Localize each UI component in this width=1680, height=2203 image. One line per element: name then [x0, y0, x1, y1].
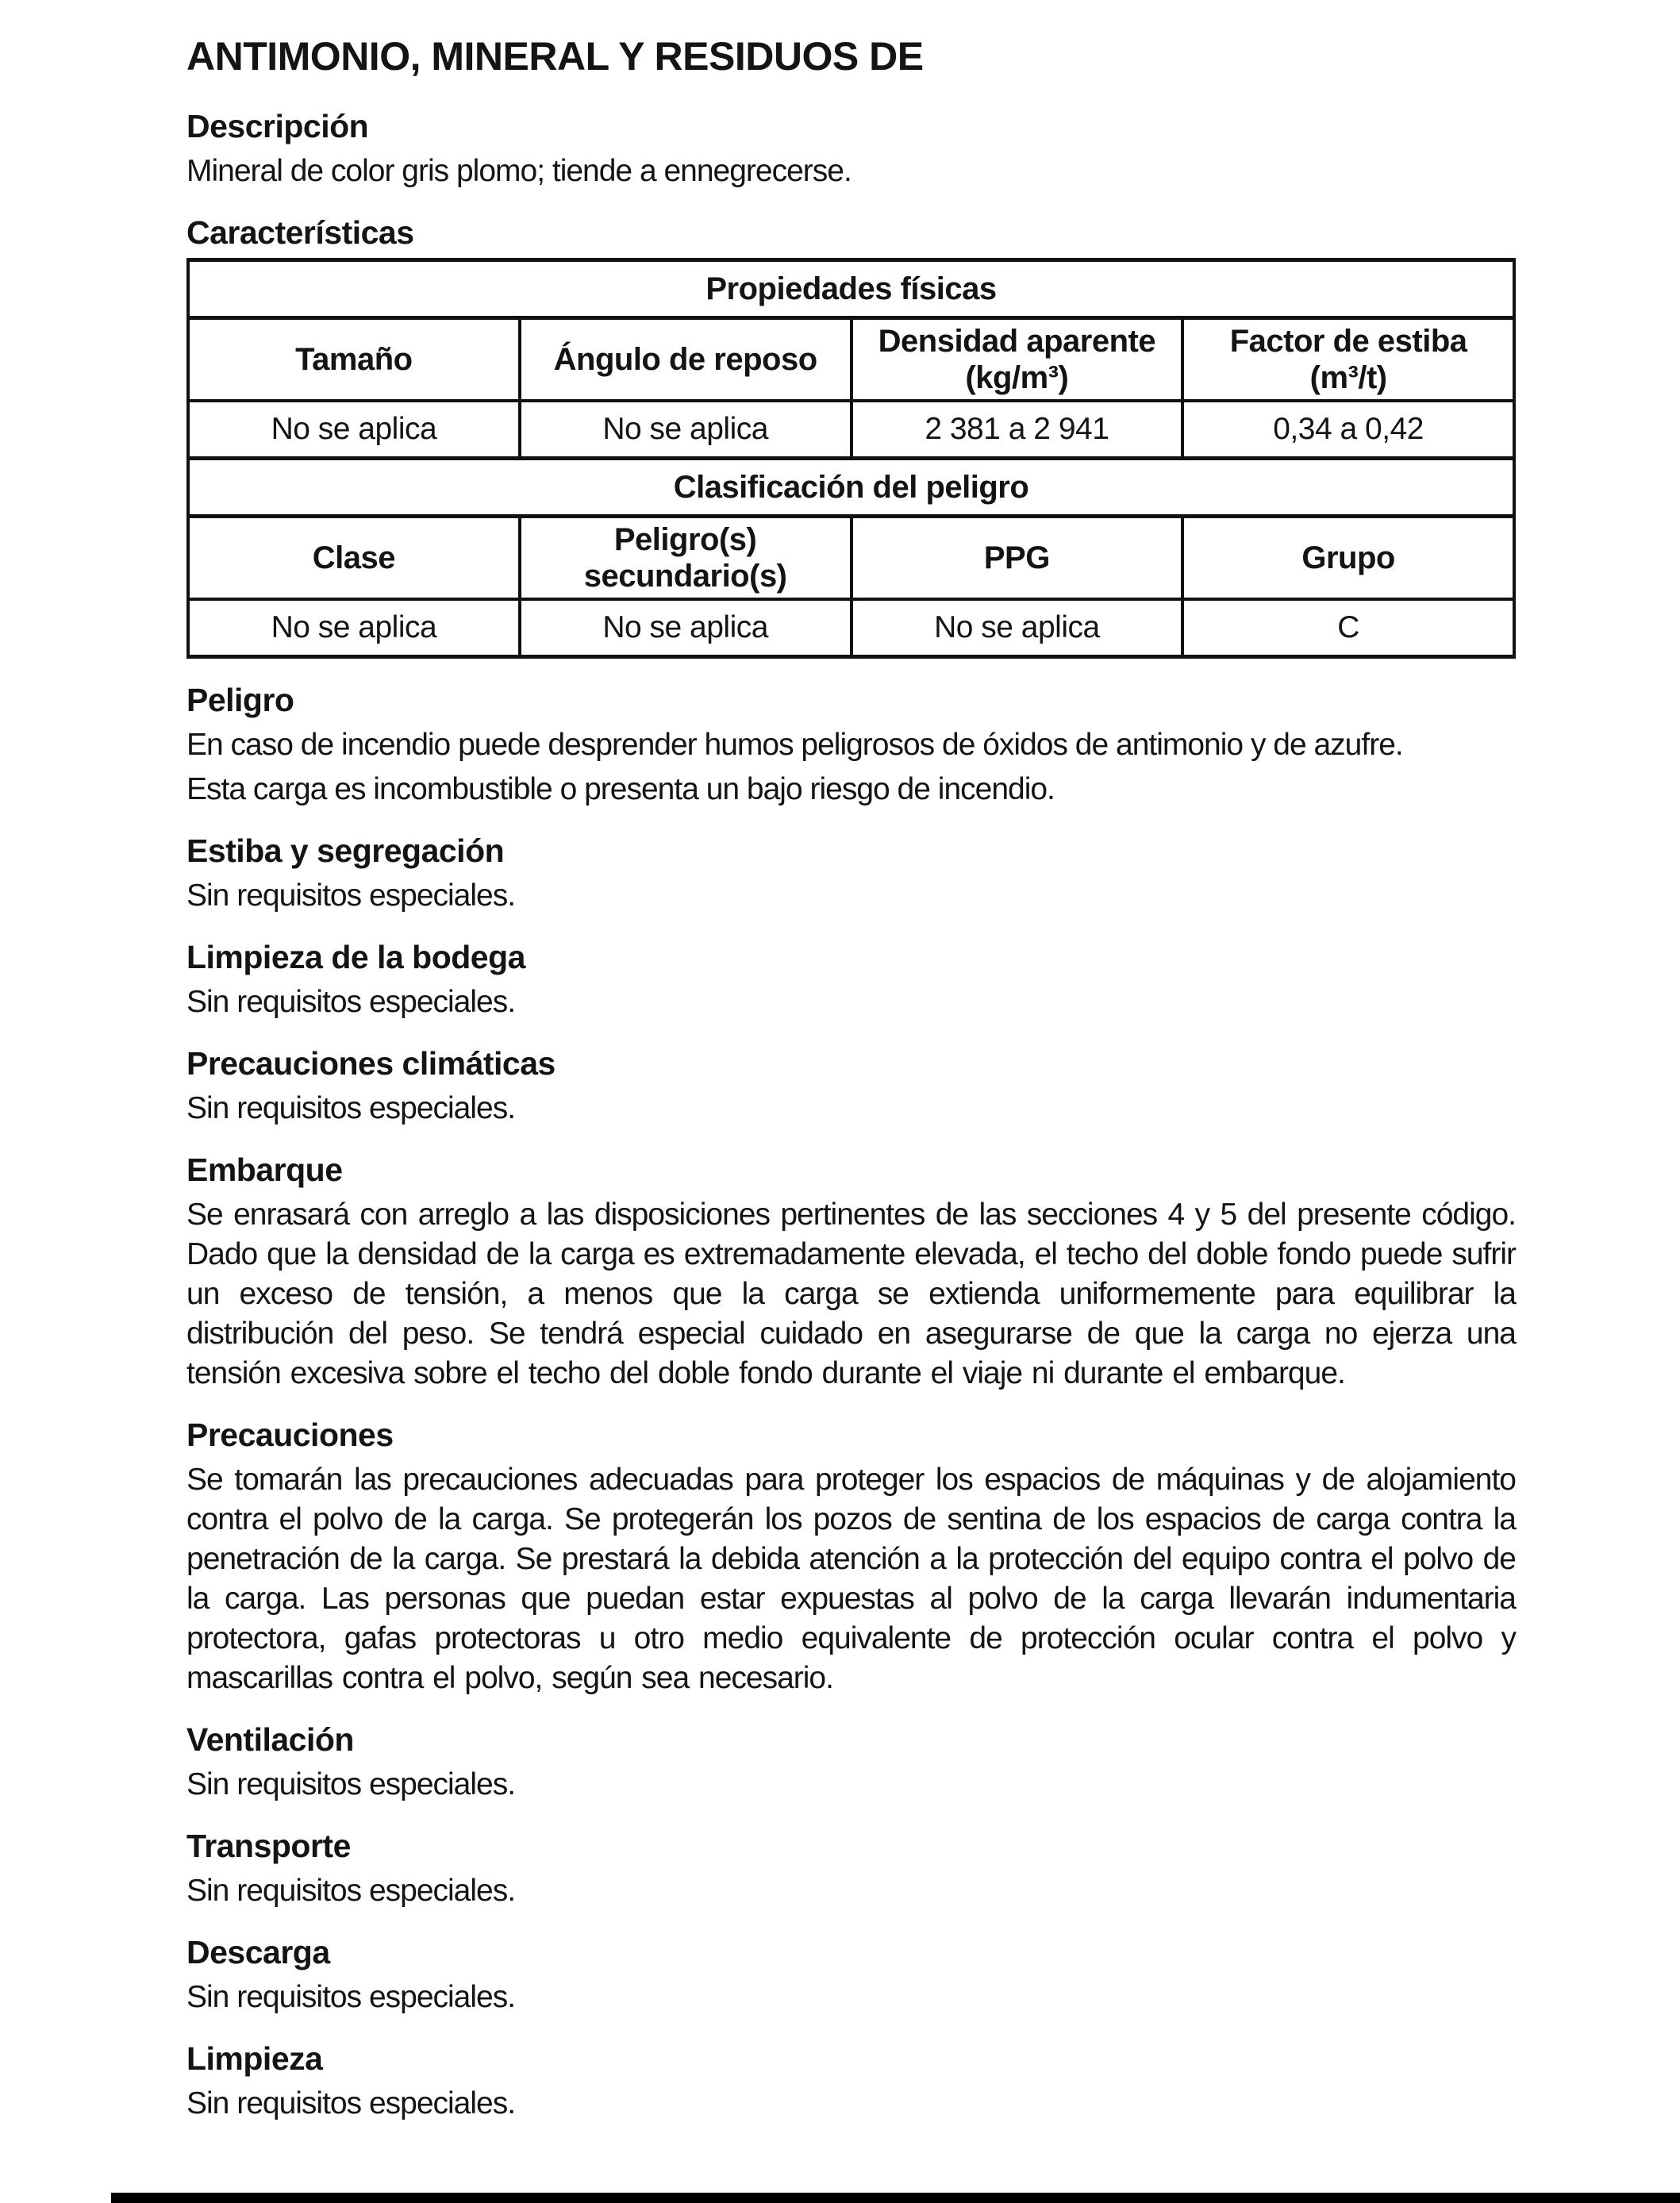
table-row: [188, 517, 1514, 600]
col-header-densidad-line2: (kg/m³): [965, 360, 1069, 395]
table-row: [188, 318, 1514, 402]
value-clase: No se aplica: [188, 599, 520, 657]
table-row: [188, 260, 1514, 318]
col-header-densidad-line1: Densidad aparente: [878, 324, 1156, 359]
text-descarga: Sin requisitos especiales.: [186, 1980, 516, 2014]
text-descripcion: Mineral de color gris plomo; tiende a ennegrecerse.: [186, 154, 852, 188]
text-peligro-line1: En caso de incendio puede desprender humos peligrosos de óxidos de antimonio y de azufre.: [186, 728, 1403, 762]
text-peligro-line2: Esta carga es incombustible o presenta un bajo riesgo de incendio.: [186, 772, 1055, 806]
value-densidad: 2 381 a 2 941: [852, 401, 1183, 459]
heading-descripcion: Descripción: [186, 108, 369, 144]
heading-caracteristicas: Características: [186, 214, 414, 251]
col-header-peligro-line1: Peligro(s): [613, 522, 757, 557]
table-row: [188, 599, 1514, 657]
heading-peligro: Peligro: [186, 682, 294, 718]
col-header-factor-line1: Factor de estiba: [1229, 324, 1467, 359]
col-header-densidad: [852, 318, 1183, 402]
physical-properties-header: Propiedades físicas: [188, 260, 1514, 318]
col-header-clase: Clase: [188, 517, 520, 600]
col-header-tamano: Tamaño: [188, 318, 520, 402]
value-grupo: C: [1182, 599, 1514, 657]
text-embarque: Se enrasará con arreglo a las disposiciones pertinentes de las secciones 4 y 5 del presente código. Dado que la densidad de la carga es extremadamente elevada, el techo del doble fondo puede sufrir un exceso de tensión, a menos que la carga se extienda uniformemente para equilibrar la distribución del peso. Se tendrá especial cuidado en asegurarse de que la carga no ejerza una tensión excesiva sobre el techo del doble fondo durante el viaje ni durante el embarque.: [186, 1198, 1516, 1390]
hazard-classification-header: Clasificación del peligro: [188, 459, 1514, 517]
value-factor-estiba: 0,34 a 0,42: [1182, 401, 1514, 459]
value-ppg: No se aplica: [852, 599, 1183, 657]
value-angulo: No se aplica: [520, 401, 852, 459]
heading-embarque: Embarque: [186, 1151, 343, 1188]
page-title: ANTIMONIO, MINERAL Y RESIDUOS DE: [186, 34, 924, 79]
col-header-grupo: Grupo: [1182, 517, 1514, 600]
heading-precauciones-climaticas: Precauciones climáticas: [186, 1045, 556, 1082]
col-header-factor-estiba: [1182, 318, 1514, 402]
heading-ventilacion: Ventilación: [186, 1721, 354, 1758]
heading-limpieza: Limpieza: [186, 2040, 323, 2077]
col-header-peligro-line2: secundario(s): [583, 559, 787, 594]
heading-estiba-segregacion: Estiba y segregación: [186, 832, 505, 869]
text-limpieza: Sin requisitos especiales.: [186, 2086, 516, 2120]
text-precauciones-climaticas: Sin requisitos especiales.: [186, 1091, 516, 1125]
table-row: [188, 459, 1514, 517]
value-tamano: No se aplica: [188, 401, 520, 459]
heading-limpieza-bodega: Limpieza de la bodega: [186, 939, 525, 975]
col-header-ppg: PPG: [852, 517, 1183, 600]
col-header-angulo: Ángulo de reposo: [520, 318, 852, 402]
col-header-peligro-secundario: [520, 517, 852, 600]
page-scan-edge-bar: [111, 2193, 1680, 2203]
value-peligro-secundario: No se aplica: [520, 599, 852, 657]
table-row: [188, 401, 1514, 459]
heading-transporte: Transporte: [186, 1828, 351, 1864]
heading-descarga: Descarga: [186, 1934, 330, 1970]
text-transporte: Sin requisitos especiales.: [186, 1874, 516, 1908]
characteristics-table: [186, 258, 1516, 659]
text-limpieza-bodega: Sin requisitos especiales.: [186, 985, 516, 1019]
col-header-factor-line2: (m³/t): [1309, 360, 1387, 395]
text-estiba-segregacion: Sin requisitos especiales.: [186, 879, 516, 913]
text-precauciones: Se tomarán las precauciones adecuadas para proteger los espacios de máquinas y de alojamiento contra el polvo de la carga. Se protegerán los pozos de sentina de los espacios de carga contra la penetración de la carga. Se prestará la debida atención a la protección del equipo contra el polvo de la carga. Las personas que puedan estar expuestas al polvo de la carga llevarán indumentaria protectora, gafas protectoras u otro medio equivalente de protección ocular contra el polvo y mascarillas contra el polvo, según sea necesario.: [186, 1463, 1516, 1695]
heading-precauciones: Precauciones: [186, 1417, 394, 1453]
text-ventilacion: Sin requisitos especiales.: [186, 1767, 516, 1801]
